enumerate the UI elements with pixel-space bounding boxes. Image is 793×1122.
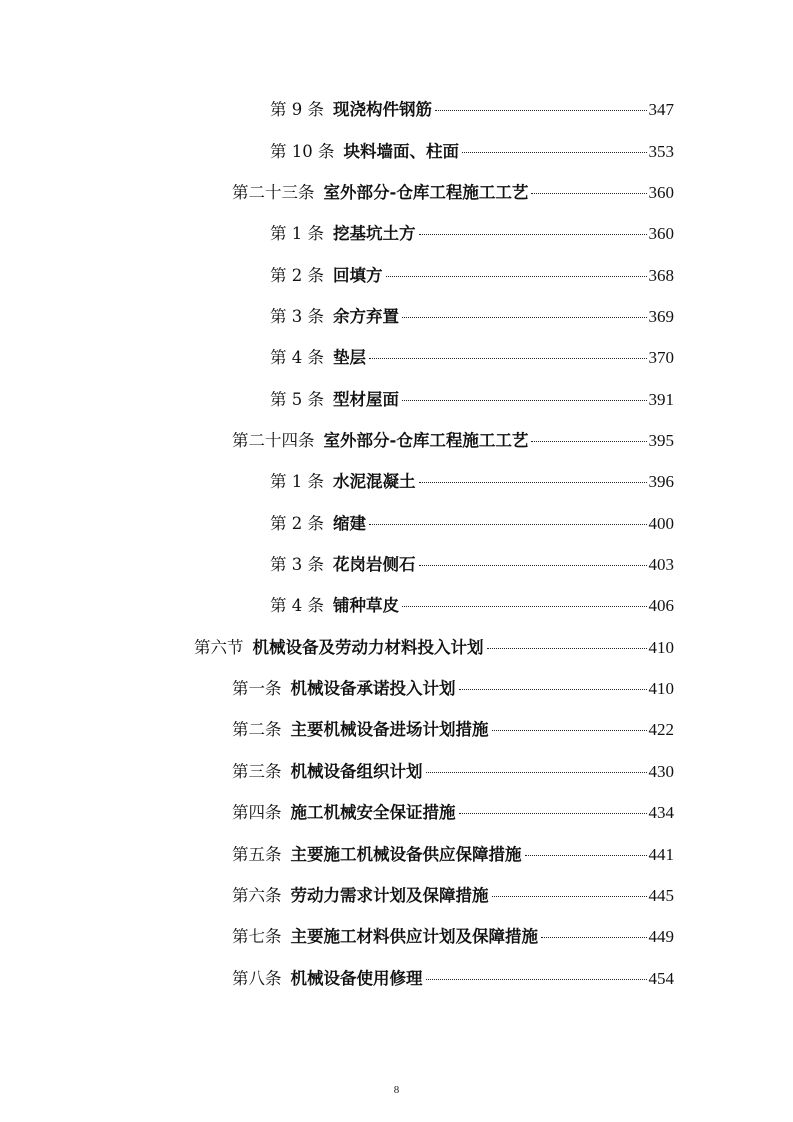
toc-entry[interactable]	[270, 594, 674, 618]
toc-dot-leader	[369, 358, 647, 359]
toc-entry-title: 劳动力需求计划及保障措施	[290, 886, 489, 905]
toc-entry-page: 430	[648, 762, 674, 781]
toc-entry[interactable]	[194, 636, 674, 660]
toc-entry-title: 缩建	[333, 514, 366, 533]
toc-entry-page: 360	[648, 224, 674, 243]
toc-entry[interactable]	[232, 967, 674, 991]
toc-entry-page: 403	[648, 555, 674, 574]
toc-entry[interactable]	[270, 470, 674, 494]
toc-entry-page: 395	[648, 431, 674, 450]
toc-entry-page: 445	[648, 886, 674, 905]
toc-entry-title: 现浇构件钢筋	[333, 100, 432, 119]
toc-entry-number: 第 9 条	[270, 100, 324, 119]
toc-entry-number: 第 2 条	[270, 514, 324, 533]
toc-dot-leader	[419, 482, 647, 483]
toc-entry[interactable]	[232, 925, 674, 949]
toc-dot-leader	[402, 606, 647, 607]
toc-dot-leader	[531, 441, 646, 442]
toc-dot-leader	[525, 855, 647, 856]
toc-dot-leader	[459, 813, 647, 814]
toc-dot-leader	[487, 648, 647, 649]
toc-entry-page: 400	[648, 514, 674, 533]
toc-entry-number: 第四条	[232, 803, 282, 822]
toc-entry-title: 施工机械安全保证措施	[290, 803, 456, 822]
toc-entry-page: 454	[648, 969, 674, 988]
toc-entry-number: 第 4 条	[270, 596, 324, 615]
toc-entry[interactable]	[232, 801, 674, 825]
toc-entry-number: 第八条	[232, 969, 282, 988]
toc-entry-title: 余方弃置	[333, 307, 399, 326]
toc-entry-page: 369	[648, 307, 674, 326]
toc-entry-title: 型材屋面	[333, 390, 399, 409]
toc-dot-leader	[402, 317, 647, 318]
toc-entry[interactable]	[270, 388, 674, 412]
toc-entry-title: 机械设备及劳动力材料投入计划	[252, 638, 484, 657]
toc-entry-number: 第 3 条	[270, 307, 324, 326]
toc-entry-title: 机械设备使用修理	[290, 969, 423, 988]
toc-dot-leader	[541, 937, 647, 938]
toc-entry[interactable]	[270, 98, 674, 122]
toc-entry-number: 第三条	[232, 762, 282, 781]
toc-dot-leader	[531, 193, 646, 194]
toc-entry-page: 406	[648, 596, 674, 615]
toc-entry-page: 410	[648, 679, 674, 698]
toc-entry-page: 441	[648, 845, 674, 864]
toc-entry[interactable]	[232, 429, 674, 453]
toc-dot-leader	[462, 152, 647, 153]
page-number: 8	[393, 1084, 400, 1096]
toc-entry[interactable]	[270, 140, 674, 164]
toc-entry-page: 410	[648, 638, 674, 657]
toc-dot-leader	[492, 896, 647, 897]
toc-entry-title: 室外部分-仓库工程施工工艺	[323, 431, 529, 450]
toc-entry-number: 第六节	[194, 638, 244, 657]
toc-dot-leader	[419, 234, 647, 235]
toc-entry[interactable]	[270, 305, 674, 329]
toc-entry[interactable]	[232, 181, 674, 205]
toc-entry-number: 第 1 条	[270, 472, 324, 491]
toc-dot-leader	[435, 110, 647, 111]
toc-entry-number: 第二条	[232, 720, 282, 739]
toc-entry-page: 391	[648, 390, 674, 409]
toc-entry-title: 铺种草皮	[333, 596, 399, 615]
toc-entry-title: 主要施工机械设备供应保障措施	[290, 845, 522, 864]
toc-entry[interactable]	[270, 222, 674, 246]
toc-dot-leader	[492, 730, 647, 731]
toc-entry[interactable]	[270, 346, 674, 370]
toc-entry-page: 449	[648, 927, 674, 946]
toc-dot-leader	[459, 689, 647, 690]
toc-entry-page: 353	[648, 142, 674, 161]
toc-dot-leader	[402, 400, 647, 401]
toc-entry-title: 块料墙面、柱面	[343, 142, 459, 161]
toc-entry[interactable]	[270, 553, 674, 577]
toc-entry-title: 室外部分-仓库工程施工工艺	[323, 183, 529, 202]
toc-entry[interactable]	[232, 843, 674, 867]
toc-entry-number: 第六条	[232, 886, 282, 905]
toc-entry[interactable]	[270, 264, 674, 288]
toc-entry[interactable]	[232, 884, 674, 908]
toc-entry-title: 花岗岩侧石	[333, 555, 416, 574]
toc-dot-leader	[419, 565, 647, 566]
toc-entry-title: 主要机械设备进场计划措施	[290, 720, 489, 739]
toc-dot-leader	[386, 276, 647, 277]
toc-dot-leader	[426, 772, 647, 773]
toc-entry-page: 347	[648, 100, 674, 119]
toc-entry-title: 主要施工材料供应计划及保障措施	[290, 927, 538, 946]
toc-entry-number: 第 1 条	[270, 224, 324, 243]
toc-entry-page: 360	[648, 183, 674, 202]
toc-entry-title: 机械设备承诺投入计划	[290, 679, 456, 698]
toc-entry-number: 第一条	[232, 679, 282, 698]
toc-entry-page: 422	[648, 720, 674, 739]
toc-entry-number: 第 5 条	[270, 390, 324, 409]
toc-entry[interactable]	[270, 512, 674, 536]
toc-entry[interactable]	[232, 718, 674, 742]
toc-dot-leader	[369, 524, 647, 525]
toc-entry-title: 垫层	[333, 348, 366, 367]
toc-entry-number: 第七条	[232, 927, 282, 946]
toc-entry-title: 机械设备组织计划	[290, 762, 423, 781]
toc-entry-number: 第 4 条	[270, 348, 324, 367]
toc-entry-page: 370	[648, 348, 674, 367]
toc-entry-title: 回填方	[333, 266, 383, 285]
toc-entry-page: 368	[648, 266, 674, 285]
toc-entry-number: 第 2 条	[270, 266, 324, 285]
toc-entry[interactable]	[232, 760, 674, 784]
toc-entry-number: 第五条	[232, 845, 282, 864]
toc-entry-number: 第 10 条	[270, 142, 335, 161]
toc-dot-leader	[426, 979, 647, 980]
toc-entry-title: 水泥混凝土	[333, 472, 416, 491]
toc-entry-page: 434	[648, 803, 674, 822]
toc-entry-page: 396	[648, 472, 674, 491]
toc-entry-number: 第二十三条	[232, 183, 315, 202]
toc-entry[interactable]	[232, 677, 674, 701]
toc-entry-title: 挖基坑土方	[333, 224, 416, 243]
toc-entry-number: 第 3 条	[270, 555, 324, 574]
toc-entry-number: 第二十四条	[232, 431, 315, 450]
